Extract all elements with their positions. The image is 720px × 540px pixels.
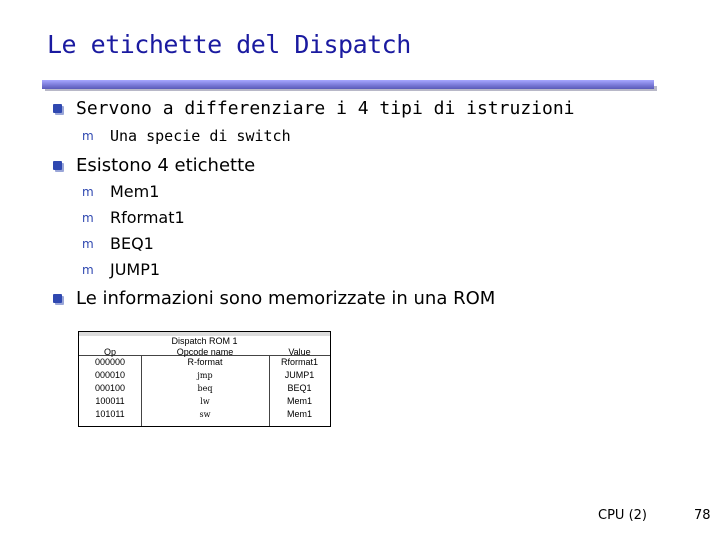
hollow-circle-bullet-icon: m	[82, 184, 94, 199]
bullet-1-sub-1-text: Una specie di switch	[110, 127, 291, 145]
bullet-1	[53, 98, 575, 119]
bullet-2-sub-3	[82, 234, 154, 253]
table-cell: R-format	[187, 357, 223, 367]
square-bullet-icon	[53, 294, 62, 303]
rom-col-value	[269, 356, 330, 421]
page-number: 78	[694, 508, 711, 523]
table-cell: sw	[199, 410, 211, 419]
table-cell: Rformat1	[280, 357, 318, 367]
hollow-circle-bullet-icon: m	[82, 236, 94, 251]
hollow-circle-bullet-icon: m	[82, 210, 94, 225]
table-cell: Mem1	[286, 396, 312, 406]
table-cell: 000000	[94, 357, 126, 367]
table-cell: 000100	[94, 383, 126, 393]
bullet-1-sub-1	[82, 127, 291, 145]
bullet-1-text: Servono a differenziare i 4 tipi di istruzioni	[76, 98, 575, 119]
table-cell: jmp	[197, 371, 213, 380]
bullet-2-sub-1	[82, 182, 159, 201]
bullet-2-text: Esistono 4 etichette	[76, 155, 256, 176]
hollow-circle-bullet-icon: m	[82, 129, 94, 143]
table-cell: 000010	[94, 370, 126, 380]
bullet-2	[53, 155, 255, 176]
rom-col-op	[79, 356, 141, 421]
table-cell: JUMP1	[284, 370, 315, 380]
table-cell: 100011	[95, 396, 125, 406]
footer-label: CPU (2)	[598, 508, 647, 523]
bullet-3-text: Le informazioni sono memorizzate in una ROM	[76, 288, 496, 309]
rom-col-opcode	[141, 356, 269, 421]
bullet-2-sub-4-text: JUMP1	[110, 260, 161, 279]
bullet-2-sub-4	[82, 260, 160, 279]
bullet-2-sub-3-text: BEQ1	[110, 234, 154, 253]
table-cell: lw	[200, 397, 210, 406]
bullet-2-sub-2	[82, 208, 185, 227]
table-cell: BEQ1	[287, 383, 312, 393]
title-rule	[42, 80, 654, 89]
bullet-2-sub-1-text: Mem1	[110, 182, 160, 201]
rom-header-opcode: Opcode name	[176, 347, 234, 357]
bullet-3	[53, 288, 495, 309]
dispatch-rom-table	[78, 331, 331, 427]
table-cell: 101011	[95, 409, 125, 419]
hollow-circle-bullet-icon: m	[82, 262, 94, 277]
square-bullet-icon	[53, 161, 62, 170]
table-cell: Mem1	[286, 409, 312, 419]
rom-header-op: Op	[103, 347, 116, 357]
bullet-2-sub-2-text: Rformat1	[110, 208, 185, 227]
table-cell: beq	[197, 384, 213, 393]
slide-title: Le etichette del Dispatch	[47, 30, 411, 59]
rom-caption: Dispatch ROM 1	[171, 336, 238, 346]
rom-header-value: Value	[288, 347, 311, 357]
square-bullet-icon	[53, 104, 62, 113]
